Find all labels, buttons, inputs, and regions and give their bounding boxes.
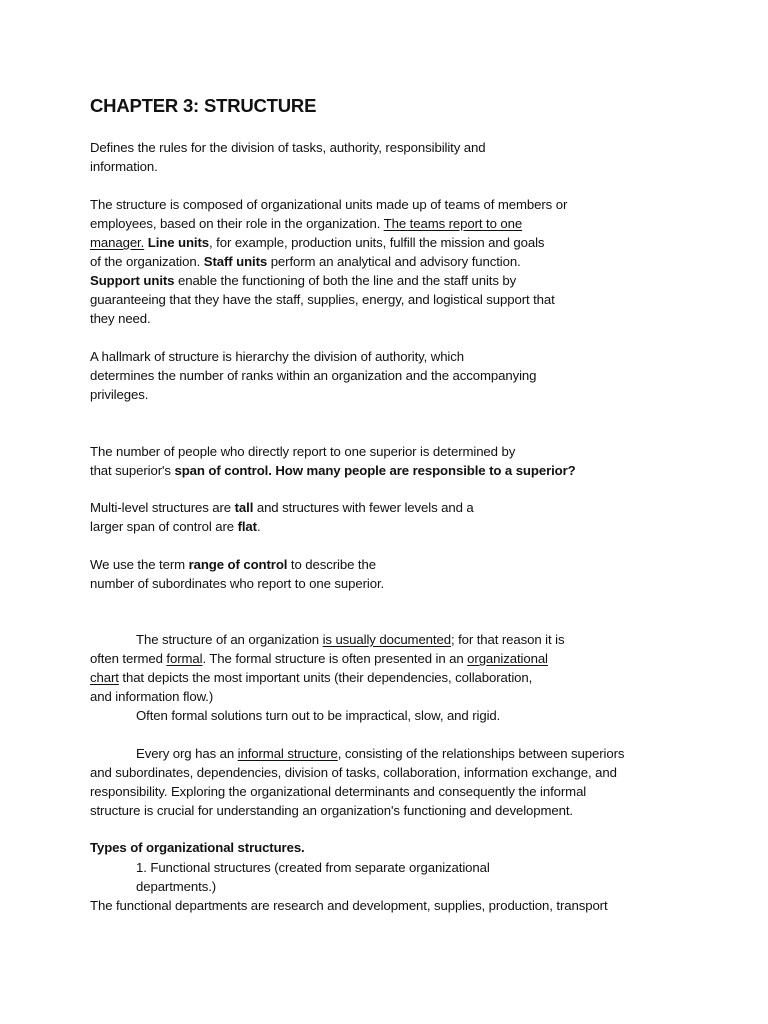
- text-span: ; for that reason it is: [450, 632, 565, 647]
- body-line: [136, 744, 624, 763]
- list-item: [136, 877, 216, 896]
- body-line: [90, 461, 576, 480]
- text-span: to describe the: [287, 557, 376, 572]
- bold-term: tall: [234, 500, 254, 515]
- text-span: Multi-level structures are: [90, 500, 235, 515]
- body-line: [90, 195, 567, 214]
- body-line: [90, 309, 151, 328]
- body-line: [90, 366, 536, 385]
- bold-term: Support units: [90, 273, 175, 288]
- text-span: Often formal solutions turn out to be impractical, slow, and rigid.: [136, 708, 501, 723]
- body-line: [90, 498, 474, 517]
- text-span: responsibility. Exploring the organizational determinants and consequently the informal: [90, 784, 587, 799]
- bold-term: Line units: [144, 235, 210, 250]
- body-line: [90, 687, 213, 706]
- body-line: [90, 555, 376, 574]
- body-line: [90, 214, 522, 233]
- text-span: Defines the rules for the division of tasks, authority, responsibility and: [90, 140, 486, 155]
- text-span: structure is crucial for understanding an organization's functioning and development.: [90, 803, 573, 818]
- body-line: [90, 233, 544, 252]
- underlined-text: organizational: [467, 651, 548, 666]
- text-span: employees, based on their role in the organization.: [90, 216, 384, 231]
- list-item: [136, 858, 490, 877]
- body-line: [90, 649, 548, 668]
- underlined-text: formal: [166, 651, 203, 666]
- text-span: and subordinates, dependencies, division of tasks, collaboration, information exchange, and: [90, 765, 617, 780]
- body-line: [90, 896, 608, 915]
- underlined-text: is usually documented: [322, 632, 451, 647]
- body-line: [90, 442, 515, 461]
- text-span: information.: [90, 159, 158, 174]
- text-span: Every org has an: [136, 746, 238, 761]
- intro-line: [90, 138, 486, 157]
- body-line: [90, 801, 573, 820]
- text-span: The number of people who directly report to one superior is determined by: [90, 444, 516, 459]
- text-span: privileges.: [90, 387, 149, 402]
- text-span: , consisting of the relationships between superiors: [337, 746, 625, 761]
- chapter-title: CHAPTER 3: STRUCTURE: [90, 95, 317, 116]
- body-line: [90, 574, 384, 593]
- bold-term: Staff units: [203, 254, 268, 269]
- bold-term: range of control: [188, 557, 288, 572]
- text-span: The structure of an organization: [136, 632, 323, 647]
- text-span: A hallmark of structure is hierarchy the division of authority, which: [90, 349, 464, 364]
- body-line: [90, 517, 261, 536]
- text-span: departments.): [136, 879, 217, 894]
- body-line: [136, 630, 564, 649]
- body-line: [136, 706, 500, 725]
- text-span: that superior's: [90, 463, 175, 478]
- bold-term: span of control. How many people are responsible to a superior?: [174, 463, 576, 478]
- body-line: [90, 668, 532, 687]
- intro-line: [90, 157, 158, 176]
- text-span: of the organization.: [90, 254, 204, 269]
- text-span: guaranteeing that they have the staff, supplies, energy, and logistical support that: [90, 292, 555, 307]
- text-span: number of subordinates who report to one superior.: [90, 576, 385, 591]
- body-line: [90, 252, 521, 271]
- text-span: and structures with fewer levels and a: [253, 500, 474, 515]
- underlined-text: The teams report to one: [383, 216, 523, 231]
- section-heading: [90, 838, 305, 857]
- text-span: enable the functioning of both the line and the staff units by: [174, 273, 517, 288]
- body-line: [90, 347, 464, 366]
- body-line: [90, 290, 555, 309]
- underlined-text: informal structure: [237, 746, 338, 761]
- text-span: 1. Functional structures (created from separate organizational: [136, 860, 490, 875]
- text-span: The functional departments are research and development, supplies, production, transport: [90, 898, 608, 913]
- text-span: .: [256, 519, 261, 534]
- text-span: We use the term: [90, 557, 189, 572]
- text-span: and information flow.): [90, 689, 214, 704]
- text-span: often termed: [90, 651, 167, 666]
- text-span: , for example, production units, fulfill the mission and goals: [209, 235, 545, 250]
- bold-heading: Types of organizational structures.: [90, 840, 305, 855]
- text-span: . The formal structure is often presented in an: [202, 651, 468, 666]
- body-line: [90, 782, 586, 801]
- text-span: The structure is composed of organizational units made up of teams of members or: [90, 197, 568, 212]
- text-span: determines the number of ranks within an organization and the accompanying: [90, 368, 537, 383]
- bold-term: flat: [237, 519, 257, 534]
- body-line: [90, 271, 516, 290]
- text-span: they need.: [90, 311, 151, 326]
- body-line: [90, 385, 148, 404]
- text-span: that depicts the most important units (their dependencies, collaboration,: [118, 670, 533, 685]
- underlined-text: manager.: [90, 235, 145, 250]
- underlined-text: chart: [90, 670, 119, 685]
- body-line: [90, 763, 617, 782]
- text-span: perform an analytical and advisory function.: [267, 254, 521, 269]
- text-span: larger span of control are: [90, 519, 238, 534]
